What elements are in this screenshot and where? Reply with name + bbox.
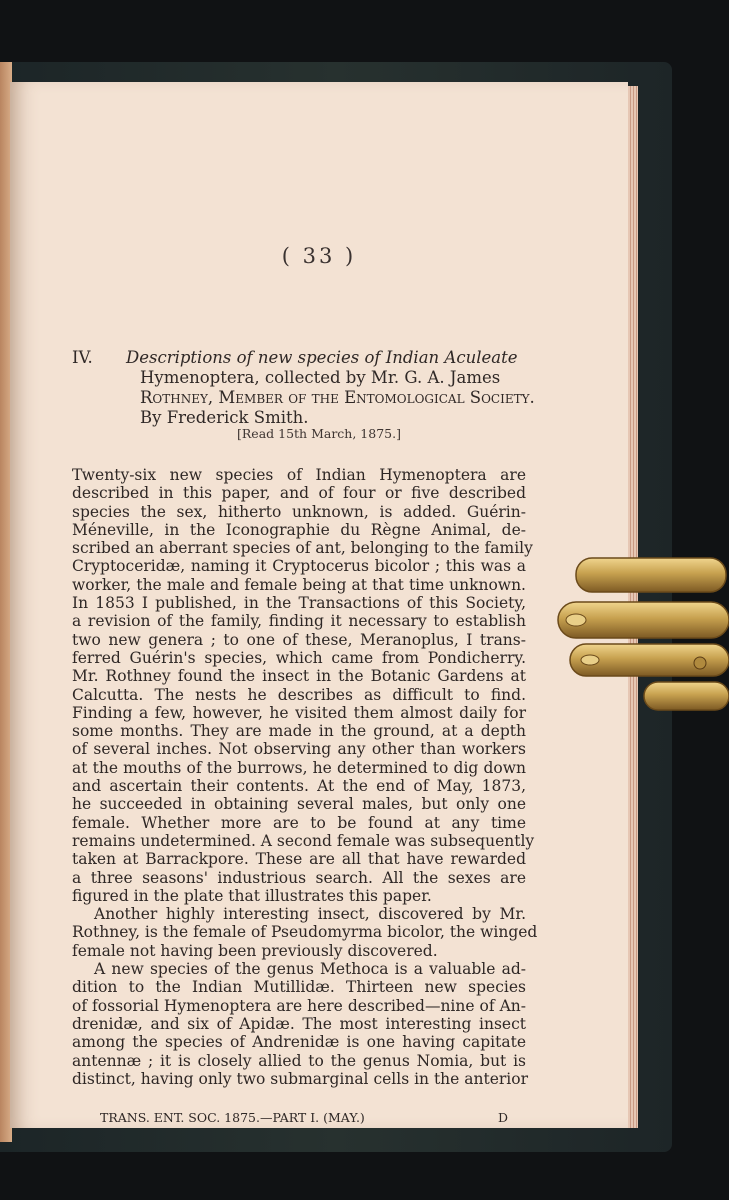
page-number: ( 33 ): [281, 244, 357, 268]
text-line: described in this paper, and of four or five described: [72, 484, 526, 503]
text-line: figured in the plate that illustrates this paper.: [72, 886, 432, 905]
text-line: of fossorial Hymenoptera are here described—nine of An-: [72, 996, 526, 1015]
text-line: Finding a few, however, he visited them almost daily for: [72, 703, 526, 722]
article-heading: [72, 348, 534, 428]
text-line: female. Whether more are to be found at any time: [72, 813, 526, 832]
text-line: female not having been previously discovered.: [72, 941, 438, 960]
text-line: species the sex, hitherto unknown, is added. Guérin-: [72, 502, 526, 521]
text-line: he succeeded in obtaining several males, but only one: [72, 795, 526, 814]
text-line: two new genera ; to one of these, Meranoplus, I trans-: [72, 630, 526, 649]
text-line: antennæ ; it is closely allied to the genus Nomia, but is: [72, 1051, 526, 1070]
text-line: taken at Barrackpore. These are all that have rewarded: [72, 850, 526, 869]
text-line: Cryptoceridæ, naming it Cryptocerus bicolor ; this was a: [72, 557, 526, 576]
text-line: some months. They are made in the ground, at a depth: [72, 722, 526, 741]
title-line: Hymenoptera, collected by Mr. G. A. James: [140, 368, 501, 387]
text-line: In 1853 I published, in the Transactions of this Society,: [72, 594, 526, 613]
paragraph-3: [72, 960, 529, 1088]
text-line: dition to the Indian Mutillidæ. Thirteen new species: [72, 978, 526, 997]
text-line: and ascertain their contents. At the end of May, 1873,: [72, 777, 526, 796]
text-line: remains undetermined. A second female was subsequently: [72, 831, 535, 850]
text-line: distinct, having only two submarginal cells in the anterior: [72, 1069, 529, 1088]
title-line: By Frederick Smith.: [140, 408, 309, 427]
text-line: of several inches. Not observing any other than workers: [72, 740, 526, 759]
text-line: Méneville, in the Iconographie du Règne Animal, de-: [72, 520, 526, 539]
article-body: [72, 466, 538, 1088]
text-line: Rothney, is the female of Pseudomyrma bicolor, the winged: [72, 923, 538, 942]
article-number: IV.: [72, 348, 93, 367]
text-line: among the species of Andrenidæ is one having capitate: [72, 1033, 526, 1052]
book-page: [10, 82, 628, 1128]
read-date: [Read 15th March, 1875.]: [237, 426, 401, 441]
text-line: Twenty-six new species of Indian Hymenoptera are: [72, 466, 526, 484]
text-line: worker, the male and female being at that time unknown.: [72, 575, 526, 594]
footer-citation: TRANS. ENT. SOC. 1875.—PART I. (MAY.): [100, 1110, 365, 1125]
text-line: ferred Guérin's species, which came from Pondicherry.: [72, 648, 526, 667]
page-footer: [100, 1110, 510, 1125]
title-line: Descriptions of new species of Indian Aculeate: [126, 348, 518, 367]
paragraph-2: [72, 905, 538, 960]
text-line: a revision of the family, finding it necessary to establish: [72, 612, 526, 631]
text-line: scribed an aberrant species of ant, belonging to the family: [72, 539, 533, 558]
text-line: Mr. Rothney found the insect in the Botanic Gardens at: [72, 667, 526, 686]
text-line: Another highly interesting insect, discovered by Mr.: [94, 905, 526, 924]
text-line: a three seasons' industrious search. All the sexes are: [72, 868, 526, 887]
brass-clasp: [556, 556, 729, 714]
paragraph-1: [72, 466, 535, 905]
signature-mark: D: [498, 1110, 509, 1125]
text-line: at the mouths of the burrows, he determined to dig down: [72, 758, 526, 777]
text-line: A new species of the genus Methoca is a valuable ad-: [94, 960, 526, 979]
text-line: drenidæ, and six of Apidæ. The most interesting insect: [72, 1014, 526, 1033]
text-line: Calcutta. The nests he describes as difficult to find.: [72, 685, 526, 704]
title-line: Rothney, Member of the Entomological Society.: [140, 388, 535, 407]
